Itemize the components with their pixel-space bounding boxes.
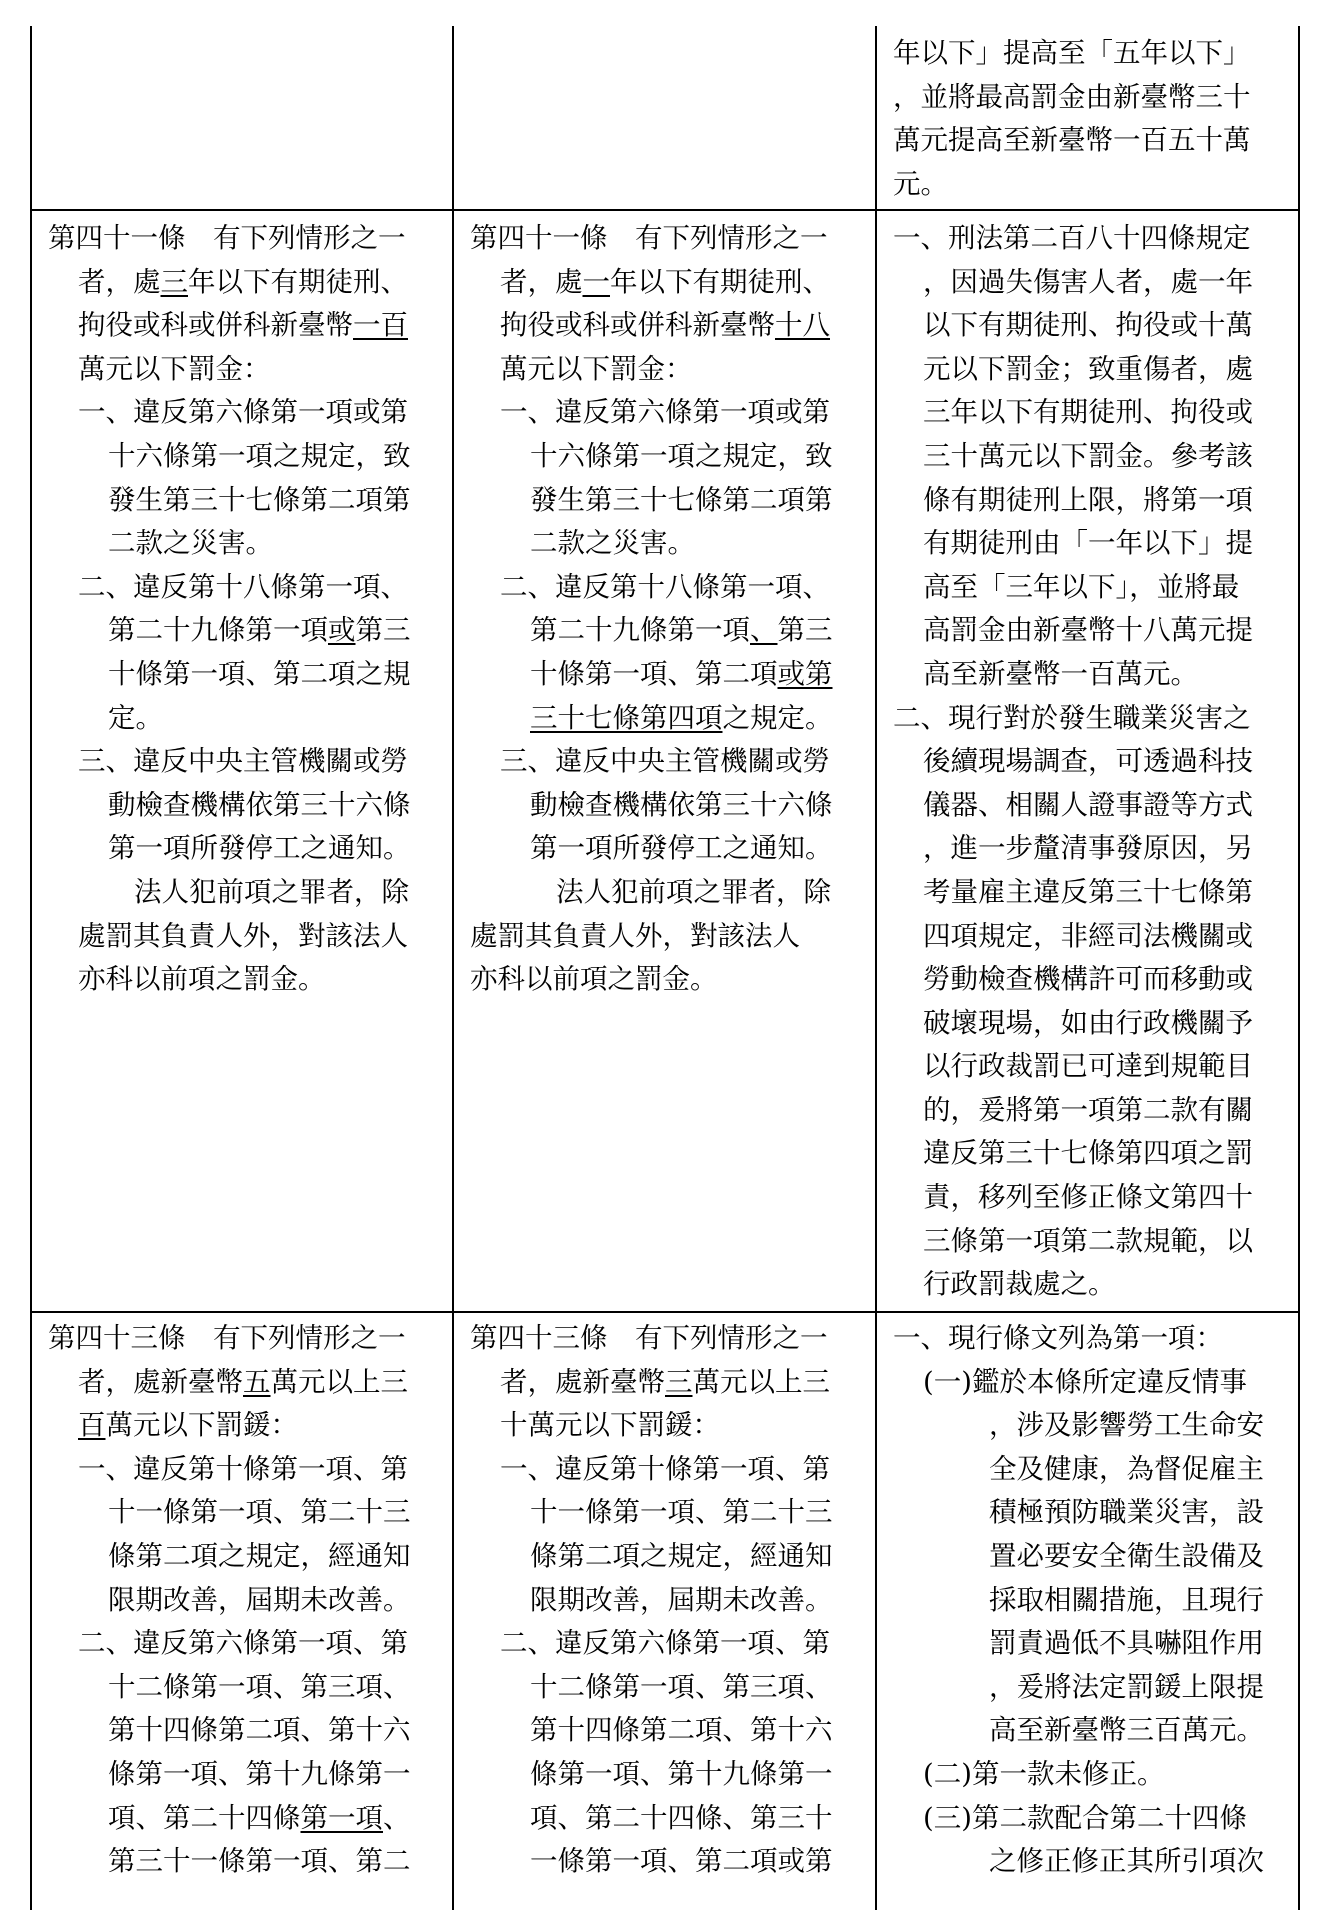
text-line: 之修正修正其所引項次 bbox=[989, 1845, 1264, 1878]
text-line: (一)鑑於本條所定違反情事 bbox=[923, 1365, 1247, 1398]
text-line: 十二條第一項、第三項、 bbox=[108, 1670, 411, 1703]
text-line: 以下有期徒刑、拘役或十萬 bbox=[923, 309, 1253, 342]
text-line: 違反第三十七條第四項之罰 bbox=[923, 1137, 1253, 1170]
text-line: 動檢查機構依第三十六條 bbox=[530, 788, 833, 821]
text-line: 一、違反第六條第一項或第 bbox=[78, 396, 408, 429]
text-line: 者，處新臺幣五萬元以上三 bbox=[78, 1365, 408, 1398]
text-line: 萬元提高至新臺幣一百五十萬 bbox=[893, 124, 1251, 157]
text-line: 後續現場調查，可透過科技 bbox=[923, 745, 1253, 778]
amended-underline: 或 bbox=[328, 614, 356, 647]
current-underline: 、 bbox=[750, 614, 778, 647]
text-line: 罰責過低不具嚇阻作用 bbox=[989, 1627, 1264, 1660]
current-underline: 三 bbox=[665, 1365, 693, 1398]
text-line: (三)第二款配合第二十四條 bbox=[923, 1801, 1247, 1834]
row1-col1-amended-text bbox=[32, 211, 452, 1311]
text-line: 一、違反第十條第一項、第 bbox=[78, 1452, 408, 1485]
text-line: 第四十三條 有下列情形之一 bbox=[48, 1322, 406, 1354]
text-line: 考量雇主違反第三十七條第 bbox=[923, 875, 1253, 908]
text-line: 定。 bbox=[108, 701, 163, 734]
text-line: 全及健康，為督促雇主 bbox=[989, 1452, 1264, 1485]
text-line: 條第二項之規定，經通知 bbox=[108, 1539, 411, 1572]
text-line: 四項規定，非經司法機關或 bbox=[923, 919, 1253, 952]
text-line: 二款之災害。 bbox=[530, 527, 695, 560]
text-line: 條第一項、第十九條第一 bbox=[530, 1757, 833, 1790]
text-line: 的，爰將第一項第二款有關 bbox=[923, 1093, 1253, 1126]
table-border-right bbox=[1298, 26, 1300, 1910]
text-line: 高至新臺幣三百萬元。 bbox=[989, 1714, 1264, 1747]
text-line: 三十萬元以下罰金。參考該 bbox=[923, 439, 1253, 472]
text-line: 第十四條第二項、第十六 bbox=[108, 1714, 411, 1747]
text-line: 二、違反第十八條第一項、 bbox=[78, 570, 408, 603]
text-line: 者，處一年以下有期徒刑、 bbox=[500, 265, 830, 298]
text-line: 一條第一項、第二項或第 bbox=[530, 1845, 833, 1878]
text-line: 責，移列至修正條文第四十 bbox=[923, 1181, 1253, 1214]
row0-col1-cell bbox=[32, 26, 452, 209]
text-line: 項、第二十四條、第三十 bbox=[530, 1801, 833, 1834]
text-line: 拘役或科或併科新臺幣十八 bbox=[500, 309, 830, 342]
text-line: 法人犯前項之罪者，除 bbox=[134, 875, 409, 908]
text-line: 限期改善，屆期未改善。 bbox=[108, 1583, 411, 1616]
text-line: 一、違反第十條第一項、第 bbox=[500, 1452, 830, 1485]
text-line: 一、違反第六條第一項或第 bbox=[500, 396, 830, 429]
text-line: 處罰其負責人外，對該法人 bbox=[78, 919, 408, 952]
text-line: ，進一步釐清事發原因，另 bbox=[923, 832, 1253, 865]
text-line: 十二條第一項、第三項、 bbox=[530, 1670, 833, 1703]
comparison-table bbox=[30, 26, 1300, 1910]
text-line: ，因過失傷害人者，處一年 bbox=[923, 265, 1253, 298]
text-line: 萬元以下罰金： bbox=[78, 352, 271, 385]
text-line: 十條第一項、第二項之規 bbox=[108, 657, 411, 690]
text-line: ，涉及影響勞工生命安 bbox=[989, 1409, 1264, 1442]
text-line: 第二十九條第一項或第三 bbox=[108, 614, 411, 647]
text-line: 第四十三條 有下列情形之一 bbox=[470, 1322, 828, 1354]
text-line: 行政罰裁處之。 bbox=[923, 1268, 1116, 1301]
text-line: 二、現行對於發生職業災害之 bbox=[893, 701, 1251, 734]
text-line: 法人犯前項之罪者，除 bbox=[556, 875, 831, 908]
amended-underline: 百 bbox=[78, 1409, 106, 1442]
current-underline: 或第 bbox=[777, 657, 833, 690]
current-underline: 三十七條第四項 bbox=[530, 701, 723, 734]
text-line: 萬元以下罰金： bbox=[500, 352, 693, 385]
text-line: 第四十一條 有下列情形之一 bbox=[48, 222, 406, 254]
text-line: 三年以下有期徒刑、拘役或 bbox=[923, 396, 1253, 429]
text-line: 儀器、相關人證事證等方式 bbox=[923, 788, 1253, 821]
text-line: 三、違反中央主管機關或勞 bbox=[500, 745, 830, 778]
text-line: 三十七條第四項之規定。 bbox=[530, 701, 833, 734]
text-line: 元。 bbox=[893, 167, 948, 200]
current-underline: 十八 bbox=[775, 309, 830, 342]
text-line: 二、違反第十八條第一項、 bbox=[500, 570, 830, 603]
row0-col3-cell bbox=[877, 26, 1298, 209]
row0-col2-cell bbox=[454, 26, 875, 209]
text-line: 條第二項之規定，經通知 bbox=[530, 1539, 833, 1572]
text-line: 元以下罰金；致重傷者，處 bbox=[923, 352, 1253, 385]
text-line: 第四十一條 有下列情形之一 bbox=[470, 222, 828, 254]
row1-col2-current-text bbox=[454, 211, 875, 1311]
text-line: 限期改善，屆期未改善。 bbox=[530, 1583, 833, 1616]
amended-underline: 五 bbox=[243, 1365, 271, 1398]
text-line: 二款之災害。 bbox=[108, 527, 273, 560]
text-line: 十六條第一項之規定，致 bbox=[530, 439, 833, 472]
text-line: 拘役或科或併科新臺幣一百 bbox=[78, 309, 408, 342]
text-line: 高罰金由新臺幣十八萬元提 bbox=[923, 614, 1253, 647]
text-line: 發生第三十七條第二項第 bbox=[108, 483, 411, 516]
row2-col1-amended-text bbox=[32, 1313, 452, 1910]
text-line: 十萬元以下罰鍰： bbox=[500, 1409, 720, 1442]
text-line: 十條第一項、第二項或第 bbox=[530, 657, 833, 690]
text-line: 一、現行條文列為第一項： bbox=[893, 1322, 1223, 1354]
row2-col3-explanation bbox=[877, 1313, 1298, 1910]
text-line: 積極預防職業災害，設 bbox=[989, 1496, 1264, 1529]
text-line: 十一條第一項、第二十三 bbox=[108, 1496, 411, 1529]
text-line: 條第一項、第十九條第一 bbox=[108, 1757, 411, 1790]
text-line: 十一條第一項、第二十三 bbox=[530, 1496, 833, 1529]
text-line: 高至「三年以下」，並將最 bbox=[923, 570, 1240, 603]
text-line: 高至新臺幣一百萬元。 bbox=[923, 657, 1198, 690]
text-line: 勞動檢查機構許可而移動或 bbox=[923, 963, 1253, 996]
text-line: 二、違反第六條第一項、第 bbox=[500, 1627, 830, 1660]
text-line: 者，處新臺幣三萬元以上三 bbox=[500, 1365, 830, 1398]
text-line: 採取相關措施，且現行 bbox=[989, 1583, 1264, 1616]
text-line: ，爰將法定罰鍰上限提 bbox=[989, 1670, 1264, 1703]
text-line: (二)第一款未修正。 bbox=[923, 1757, 1165, 1790]
text-line: 一、刑法第二百八十四條規定 bbox=[893, 222, 1251, 254]
text-line: 年以下」提高至「五年以下」 bbox=[893, 37, 1251, 69]
row1-col3-explanation bbox=[877, 211, 1298, 1311]
text-line: 置必要安全衛生設備及 bbox=[989, 1539, 1264, 1572]
text-line: 三、違反中央主管機關或勞 bbox=[78, 745, 408, 778]
current-underline: 一 bbox=[582, 265, 610, 298]
text-line: 第一項所發停工之通知。 bbox=[530, 832, 833, 865]
text-line: 第一項所發停工之通知。 bbox=[108, 832, 411, 865]
text-line: 三條第一項第二款規範，以 bbox=[923, 1224, 1253, 1257]
text-line: 二、違反第六條第一項、第 bbox=[78, 1627, 408, 1660]
text-line: 發生第三十七條第二項第 bbox=[530, 483, 833, 516]
text-line: 以行政裁罰已可達到規範目 bbox=[923, 1050, 1253, 1083]
amended-underline: 第一項 bbox=[300, 1801, 383, 1834]
amended-underline: 三 bbox=[160, 265, 188, 298]
text-line: 者，處三年以下有期徒刑、 bbox=[78, 265, 408, 298]
text-line: 動檢查機構依第三十六條 bbox=[108, 788, 411, 821]
text-line: 百萬元以下罰鍰： bbox=[78, 1409, 298, 1442]
text-line: 破壞現場，如由行政機關予 bbox=[923, 1006, 1253, 1039]
text-line: ，並將最高罰金由新臺幣三十 bbox=[893, 80, 1251, 113]
text-line: 亦科以前項之罰金。 bbox=[470, 963, 718, 996]
row2-col2-current-text bbox=[454, 1313, 875, 1910]
text-line: 有期徒刑由「一年以下」提 bbox=[923, 527, 1253, 560]
text-line: 第三十一條第一項、第二 bbox=[108, 1845, 411, 1878]
text-line: 第十四條第二項、第十六 bbox=[530, 1714, 833, 1747]
text-line: 亦科以前項之罰金。 bbox=[78, 963, 326, 996]
text-line: 第二十九條第一項、第三 bbox=[530, 614, 833, 647]
text-line: 項、第二十四條第一項、 bbox=[108, 1801, 411, 1834]
text-line: 處罰其負責人外，對該法人 bbox=[470, 919, 800, 952]
amended-underline: 一百 bbox=[353, 309, 408, 342]
text-line: 條有期徒刑上限，將第一項 bbox=[923, 483, 1253, 516]
text-line: 十六條第一項之規定，致 bbox=[108, 439, 411, 472]
